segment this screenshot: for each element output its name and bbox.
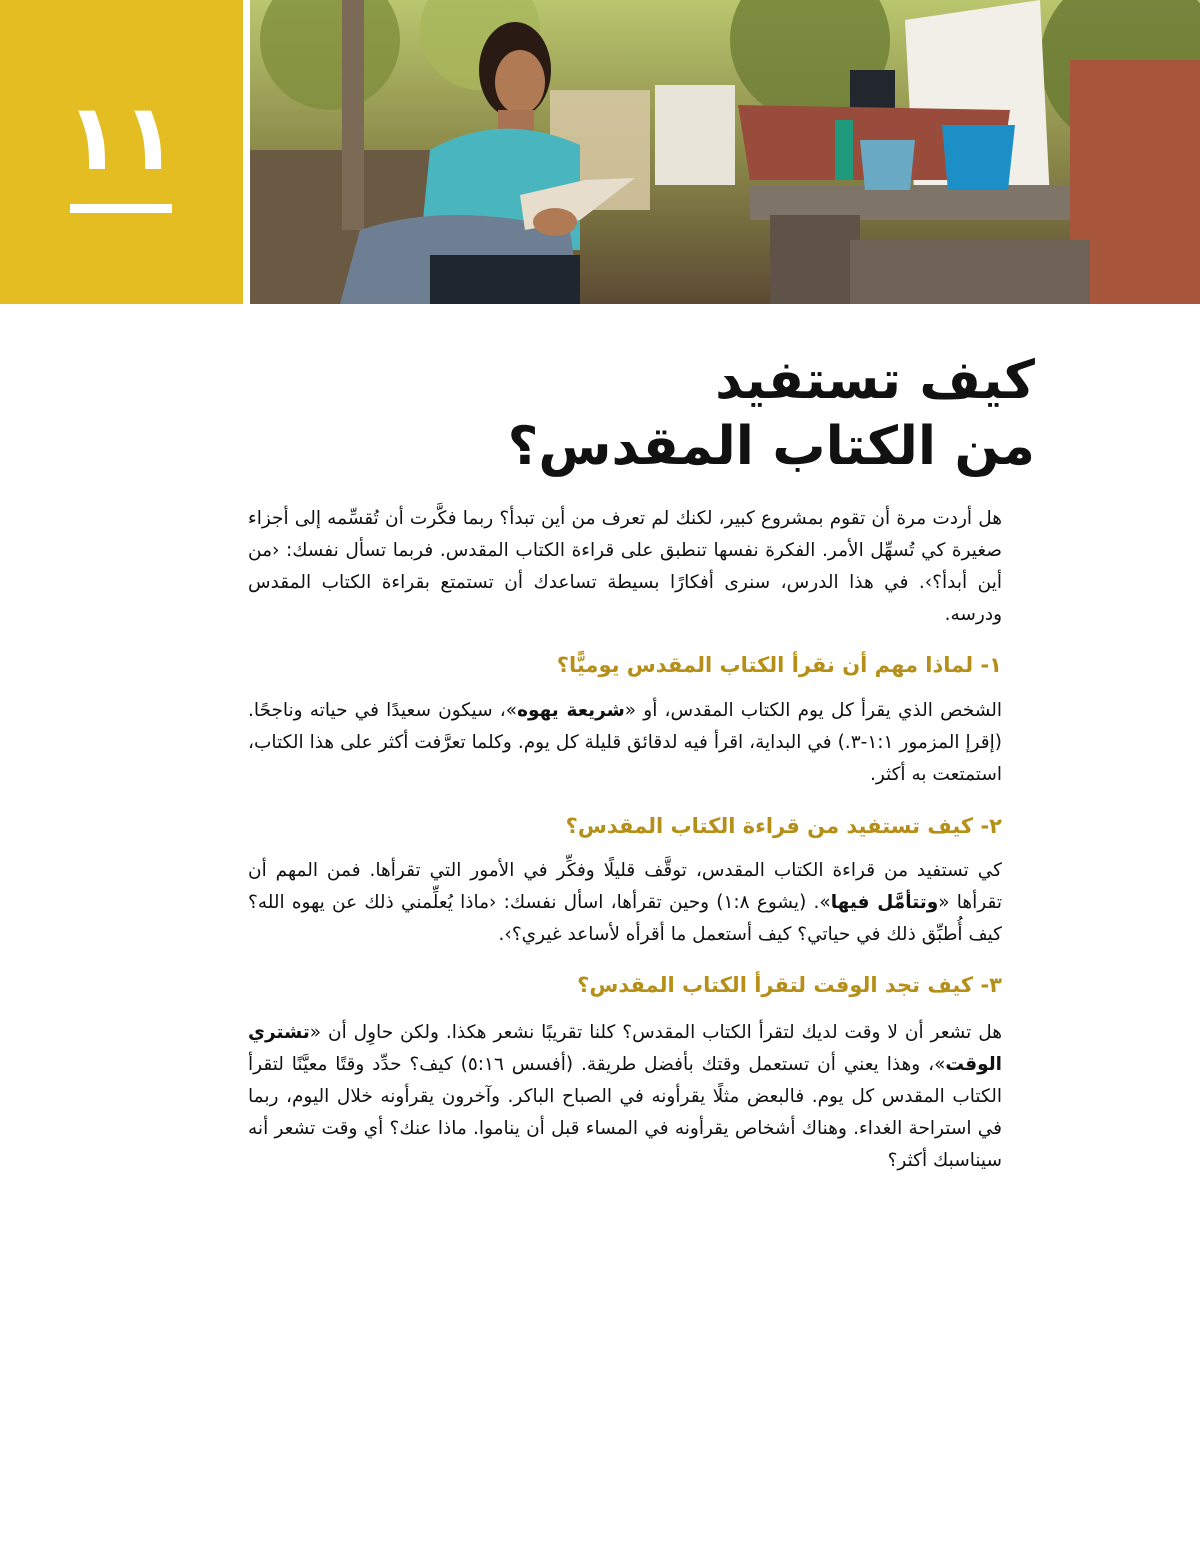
- section-1-paragraph: [248, 695, 1002, 791]
- section-3-heading: ٣- كيف تجد الوقت لتقرأ الكتاب المقدس؟: [577, 973, 1002, 997]
- lesson-number-underline: [70, 204, 172, 213]
- intro-paragraph: هل أردت مرة أن تقوم بمشروع كبير، لكنك لم تعرف من أين تبدأ؟ ربما فكَّرت أن تُقسِّمه إلى أجزاء صغيرة كي تُسهِّل الأمر. الفكرة نفسها تنطبق على قراءة الكتاب المقدس. فربما تسأل نفسك: ‹من أين أبدأ؟›. في هذا الدرس، سنرى أفكارًا بسيطة تساعدك أن تستمتع بقراءة الكتاب المقدس ودرسه.: [248, 508, 1002, 625]
- section-2-heading: ٢- كيف تستفيد من قراءة الكتاب المقدس؟: [565, 814, 1002, 838]
- section-1-text-after: »، سيكون سعيدًا في حياته وناجحًا. (إقرإ المزمور ١:١-٣.) في البداية، اقرأ فيه لدقائق قليلة كل يوم. وكلما تعرَّفت أكثر على هذا الكتاب، استمتعت به أكثر.: [248, 700, 1002, 785]
- section-3-text-before: هل تشعر أن لا وقت لديك لتقرأ الكتاب المقدس؟ كلنا تقريبًا نشعر هكذا. ولكن حاوِل أن «: [309, 1022, 1002, 1043]
- header-photo: [250, 0, 1200, 304]
- section-1-heading: ١- لماذا مهم أن نقرأ الكتاب المقدس يوميًّا؟: [556, 653, 1002, 677]
- lesson-number: ١١: [65, 84, 178, 191]
- title-line-1: كيف تستفيد: [715, 350, 1035, 411]
- lesson-content: [248, 503, 1002, 1177]
- title-line-2: من الكتاب المقدس؟: [507, 416, 1035, 477]
- section-3-paragraph: [248, 1017, 1002, 1177]
- section-1-bold-phrase: شريعة يهوه: [517, 700, 625, 721]
- section-2-paragraph: [248, 855, 1002, 951]
- section-3-bold-phrase: تشتري الوقت: [248, 1022, 1002, 1075]
- section-3-text-after: »، وهذا يعني أن تستعمل وقتك بأفضل طريقة. (أفسس ٥:١٦) كيف؟ حدِّد وقتًا معيَّنًا لتقرأ الكتاب المقدس كل يوم. فالبعض مثلًا يقرأونه في الصباح الباكر. وآخرون يقرأونه خلال اليوم، ربما في استراحة الغداء. وهناك أشخاص يقرأونه في المساء قبل أن يناموا. ماذا عنك؟ أي وقت تشعر أنه سيناسبك أكثر؟: [248, 1054, 1002, 1171]
- section-1-text-before: الشخص الذي يقرأ كل يوم الكتاب المقدس، أو «: [624, 700, 1002, 721]
- section-2-bold-phrase: وتتأمَّل فيها: [830, 892, 939, 913]
- page-title: [335, 348, 1035, 480]
- lesson-number-box: [0, 0, 243, 304]
- section-2-text-after: ». (يشوع ١:٨) وحين تقرأها، اسأل نفسك: ‹ماذا يُعلِّمني ذلك عن يهوه الله؟ كيف أُطبِّق ذلك في حياتي؟ كيف أستعمل ما أقرأه لأساعد غيري؟›.: [248, 892, 1002, 945]
- section-2-text-before: كي تستفيد من قراءة الكتاب المقدس، توقَّف قليلًا وفكِّر في الأمور التي تقرأها. فمن المهم أن تقرأها «: [248, 860, 1002, 913]
